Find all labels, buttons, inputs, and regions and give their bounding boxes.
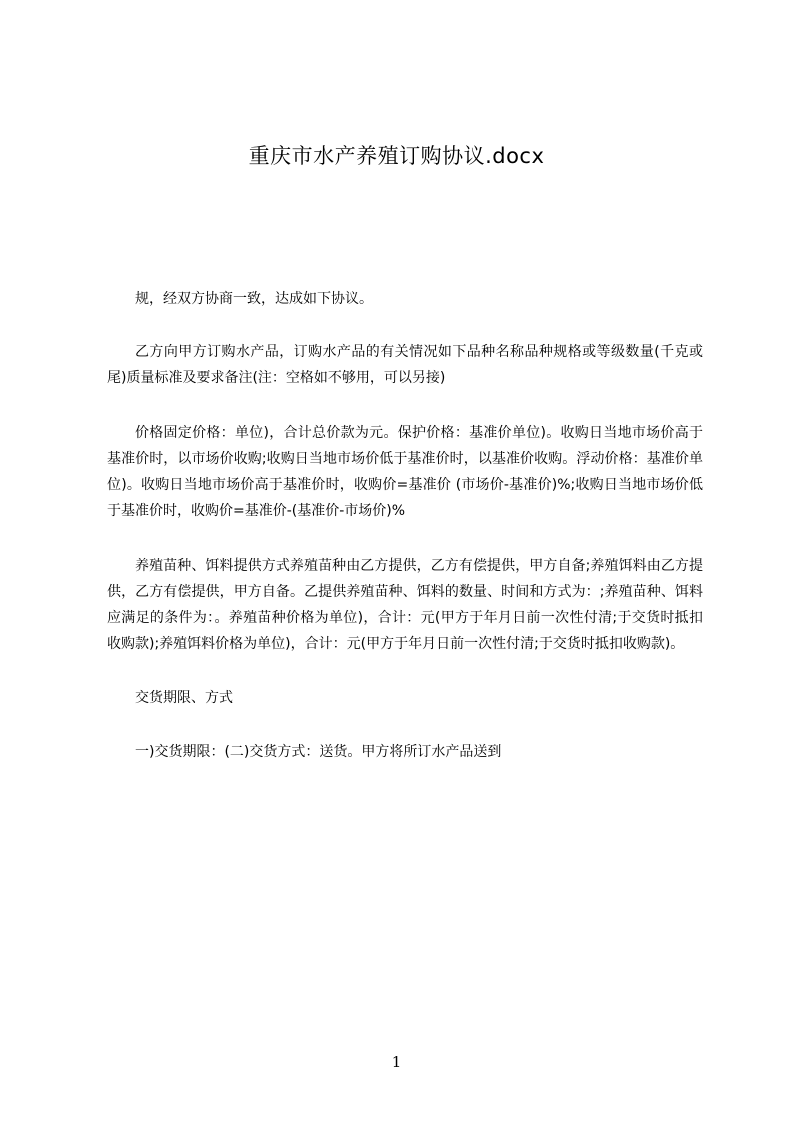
paragraph-order-details: 乙方向甲方订购水产品，订购水产品的有关情况如下品种名称品种规格或等级数量(千克或尾)质量标准及要求备注(注：空格如不够用，可以另接) (107, 344, 703, 386)
paragraph-seed-feed-supply: 养殖苗种、饵料提供方式养殖苗种由乙方提供，乙方有偿提供，甲方自备;养殖饵料由乙方提供，乙方有偿提供，甲方自备。乙提供养殖苗种、饵料的数量、时间和方式为：;养殖苗种、饵料应满足的条件为：。养殖苗种价格为单位)，合计：元(甲方于年月日前一次性付清;于交货时抵扣收购款);养殖饵料价格为单位)，合计：元(甲方于年月日前一次性付清;于交货时抵扣收购款)。 (107, 558, 703, 652)
page-number: 1 (391, 1053, 402, 1071)
document-title: 重庆市水产养殖订购协议.docx (248, 144, 545, 168)
paragraph-delivery-terms: 一)交货期限：(二)交货方式：送货。甲方将所订水产品送到 (135, 744, 502, 760)
paragraph-agreement-intro: 规，经双方协商一致，达成如下协议。 (135, 291, 373, 307)
paragraph-delivery-heading: 交货期限、方式 (135, 690, 233, 706)
document-body (107, 286, 703, 793)
paragraph-pricing: 价格固定价格：单位)，合计总价款为元。保护价格：基准价单位)。收购日当地市场价高于基准价时，以市场价收购;收购日当地市场价低于基准价时，以基准价收购。浮动价格：基准价单位)。收购日当地市场价高于基准价时，收购价=基准价 (市场价-基准价)%;收购日当地市场价低于基准价时，收购价=基准价-(基准价-市场价)% (107, 425, 703, 519)
